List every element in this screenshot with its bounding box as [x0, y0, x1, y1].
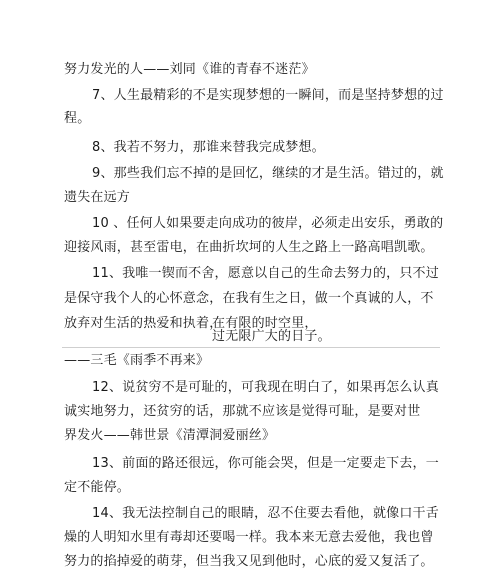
text-line: 13、前面的路还很远，你可能会哭，但是一定要走下去，一 [92, 456, 439, 471]
text-line: 7、人生最精彩的不是实现梦想的一瞬间，而是坚持梦想的过 [92, 88, 444, 103]
text-line: 12、说贫穷不是可耻的，可我现在明白了，如果再怎么认真 [92, 380, 439, 395]
text-line: ——三毛《雨季不再来》 [64, 353, 210, 368]
text-line: 是保守我个人的心怀意念，在我有生之日，做一个真诚的人，不 [64, 291, 434, 306]
text-line: 诚实地努力，还贫穷的话，那就不应该是觉得可耻，是要对世 [64, 404, 421, 419]
text-line: 程。 [64, 111, 91, 126]
text-line: 8、我若不努力，那谁来替我完成梦想。 [92, 140, 325, 155]
text-line: 遗失在远方 [64, 190, 131, 205]
text-line: 9、那些我们忘不掉的是回忆，继续的才是生活。错过的，就 [92, 166, 444, 181]
text-line: 14、我无法控制自己的眼睛，忍不住要去看他，就像口干舌 [92, 506, 439, 521]
text-line: 努力的掐掉爱的萌芽，但当我又见到他时，心底的爱又复活了。 [64, 554, 434, 569]
text-line: 界发火——韩世景《清潭洞爱丽丝》 [64, 428, 276, 443]
text-line: 定不能停。 [64, 480, 131, 495]
divider [62, 347, 440, 348]
text-line: 11、我唯一锲而不舍，愿意以自己的生命去努力的，只不过 [92, 266, 439, 281]
text-line: 迎接风雨，甚至雷电，在曲折坎坷的人生之路上一路高唱凯歌。 [64, 240, 434, 255]
text-line: 努力发光的人——刘同《谁的青春不迷茫》 [64, 62, 315, 77]
text-line: 10 、任何人如果要走向成功的彼岸，必须走出安乐，勇敢的 [92, 216, 444, 231]
text-line: 过无限广大的日子。 [212, 329, 331, 344]
text-line: 放弃对生活的热爱和执着， [64, 316, 223, 331]
text-line: 燥的人明知水里有毒却还要喝一样。我本来无意去爱他，我也曾 [64, 530, 434, 545]
text-line: 在有限的时空里， [212, 316, 318, 331]
